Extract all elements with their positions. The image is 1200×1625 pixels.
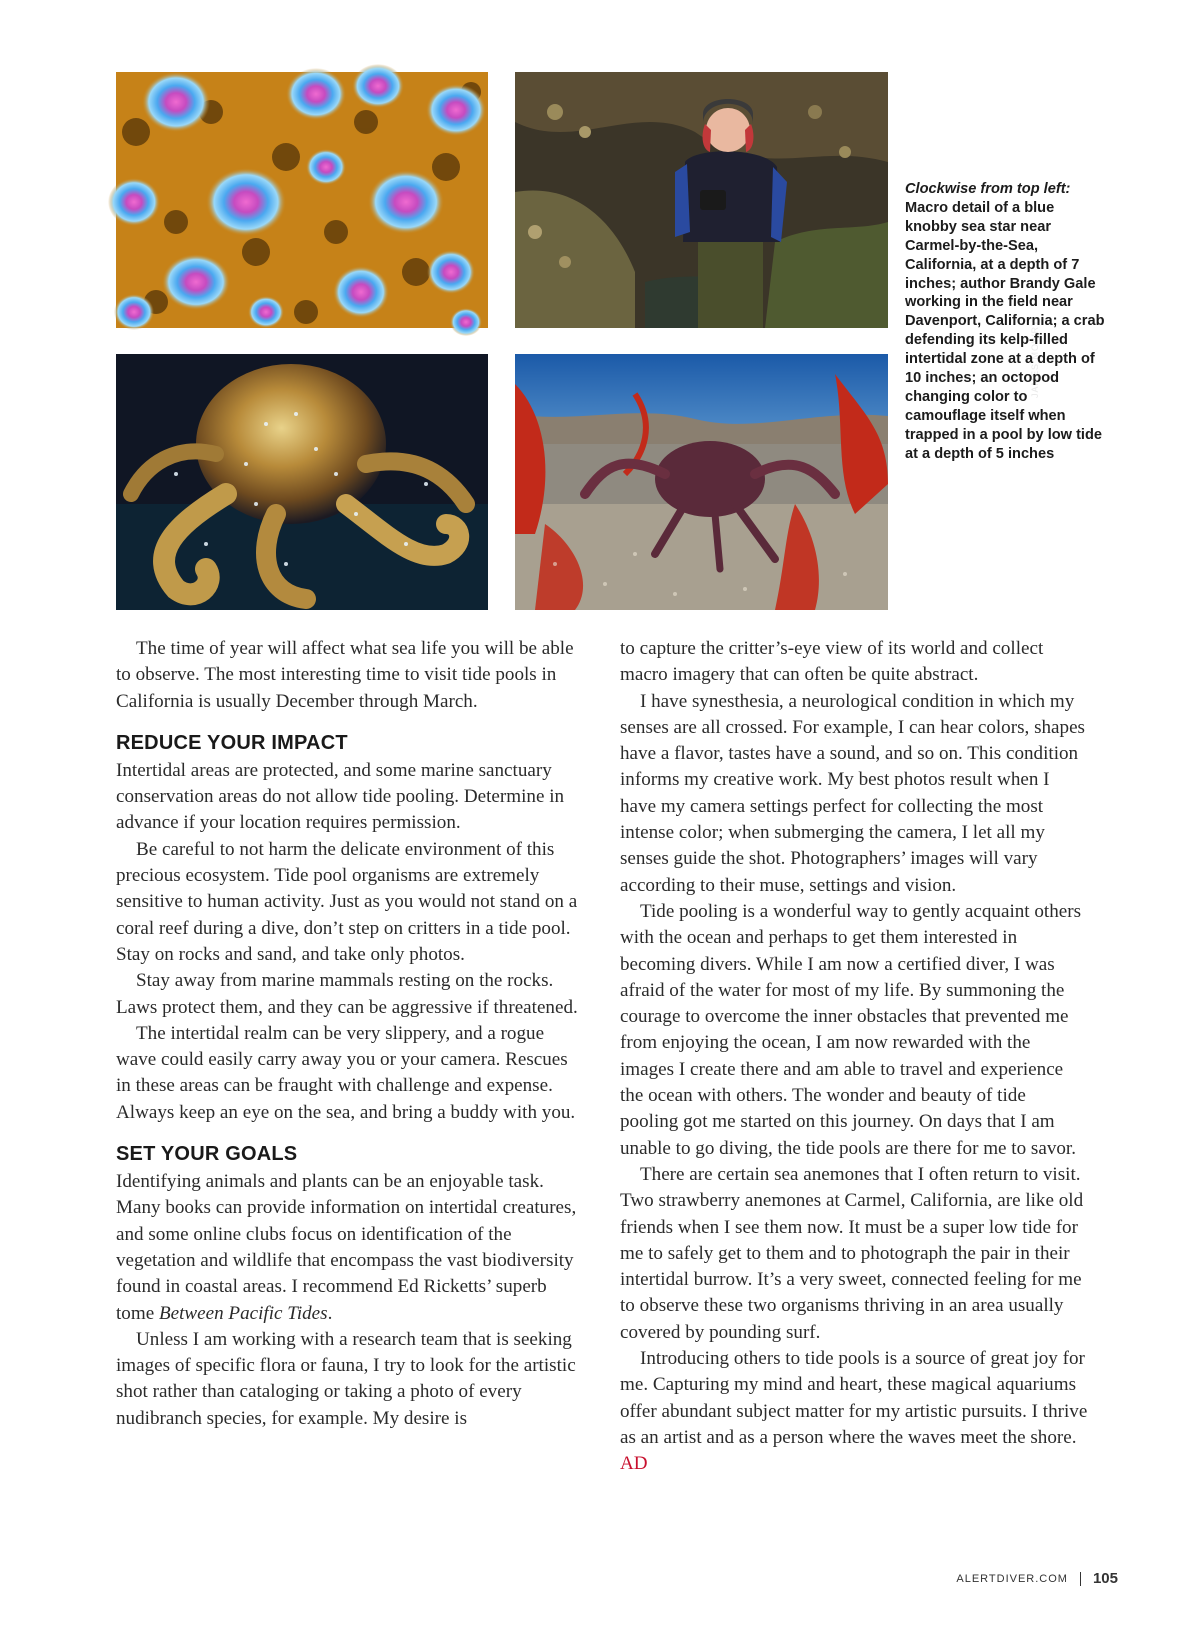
paragraph: Tide pooling is a wonderful way to gently acquaint others with the ocean and perhaps to get them interested in becoming divers. While I am now a certified diver, I was afraid of the water for most of my life. By summoning the courage to overcome the inner obstacles that prevented me from enjoying the ocean, I am now rewarded with the images I create there and am able to travel and experience the ocean with others. The wonder and beauty of tide pooling got me started on this journey. On days that I am unable to go diving, the tide pools are there for me to savor. — [620, 900, 1082, 1159]
paragraph: The intertidal realm can be very slippery, and a rogue wave could easily carry away you or your camera. Rescues in these areas can be fraught with challenge and expense. Always keep an eye on the sea, and bring a buddy with you. — [116, 1022, 576, 1123]
footer-divider — [1080, 1572, 1081, 1586]
paragraph: to capture the critter’s-eye view of its world and collect macro imagery that can often be quite abstract. — [620, 638, 1044, 686]
left-column — [116, 636, 584, 1432]
photo-caption — [905, 180, 1105, 464]
heading-reduce-impact: REDUCE YOUR IMPACT — [116, 731, 348, 754]
paragraph-text: Identifying animals and plants can be an enjoyable task. Many books can provide information on intertidal creatures, and some online clubs focus on identification of the vegetation and wildlife that encompass the vast biodiversity found in coastal areas. I recommend Ed Ricketts’ superb tome — [116, 1171, 577, 1324]
page-footer — [956, 1570, 1118, 1587]
heading-set-goals: SET YOUR GOALS — [116, 1143, 298, 1166]
book-title: Between Pacific Tides — [158, 1302, 328, 1324]
end-mark: AD — [620, 1453, 648, 1475]
paragraph — [620, 1346, 1088, 1477]
octopus-photo — [116, 354, 488, 610]
right-column — [620, 636, 1088, 1478]
site-url: ALERTDIVER.COM — [956, 1572, 1068, 1585]
crab-photo — [515, 354, 888, 610]
paragraph: The time of year will affect what sea life you will be able to observe. The most interesting time to visit tide pools in California is usually December through March. — [116, 638, 574, 712]
paragraph: I have synesthesia, a neurological condition in which my senses are all crossed. For example, I can hear colors, shapes have a flavor, tastes have a sound, and so on. This condition informs my creative work. My best photos result when I have my camera settings perfect for collecting the most intense color; when submerging the camera, I let all my senses guide the shot. Photographers’ images will vary according to their muse, settings and vision. — [620, 690, 1085, 896]
sea-star-photo — [116, 72, 488, 328]
paragraph: Be careful to not harm the delicate environment of this precious ecosystem. Tide pool organisms are extremely sensitive to human activity. Just as you would not stand on a coral reef during a dive, don’t step on critters in a tide pool. Stay on rocks and sand, and take only photos. — [116, 838, 578, 965]
paragraph: Unless I am working with a research team that is seeking images of specific flora or fauna, I try to look for the artistic shot rather than cataloging or taking a photo of every nudibranch species, for example. My desire is — [116, 1328, 576, 1429]
paragraph: Stay away from marine mammals resting on the rocks. Laws protect them, and they can be aggressive if threatened. — [116, 970, 578, 1018]
photo-credit: JAMES MOWRY — [1030, 319, 1040, 398]
paragraph-text: . — [327, 1302, 333, 1324]
caption-lead: Clockwise from top left: — [905, 181, 1071, 197]
paragraph-text: Introducing others to tide pools is a source of great joy for me. Capturing my mind and heart, these magical aquariums offer abundant subject matter for my artistic pursuits. I thrive as an artist and as a person where the waves meet the shore. — [620, 1348, 1088, 1448]
paragraph: There are certain sea anemones that I often return to visit. Two strawberry anemones at Carmel, California, are like old friends when I see them now. It must be a super low tide for me to safely get to them and to photograph the pair in their intertidal burrow. It’s a very sweet, connected feeling for me to observe these two organisms thriving in an area usually covered by pounding surf. — [620, 1163, 1084, 1343]
paragraph: Intertidal areas are protected, and some marine sanctuary conservation areas do not allow tide pooling. Determine in advance if your location requires permission. — [116, 759, 565, 834]
paragraph — [116, 1169, 584, 1327]
page-number: 105 — [1092, 1570, 1118, 1587]
caption-text: Macro detail of a blue knobby sea star near Carmel-by-the-Sea, California, at a depth of 7 inches; author Brandy Gale working in the field near Davenport, California; a crab defending its kelp-filled intertidal zone at a depth of 10 inches; an octopod changing color to camouflage itself when trapped in a pool by low tide at a depth of 5 inches — [905, 199, 1105, 462]
